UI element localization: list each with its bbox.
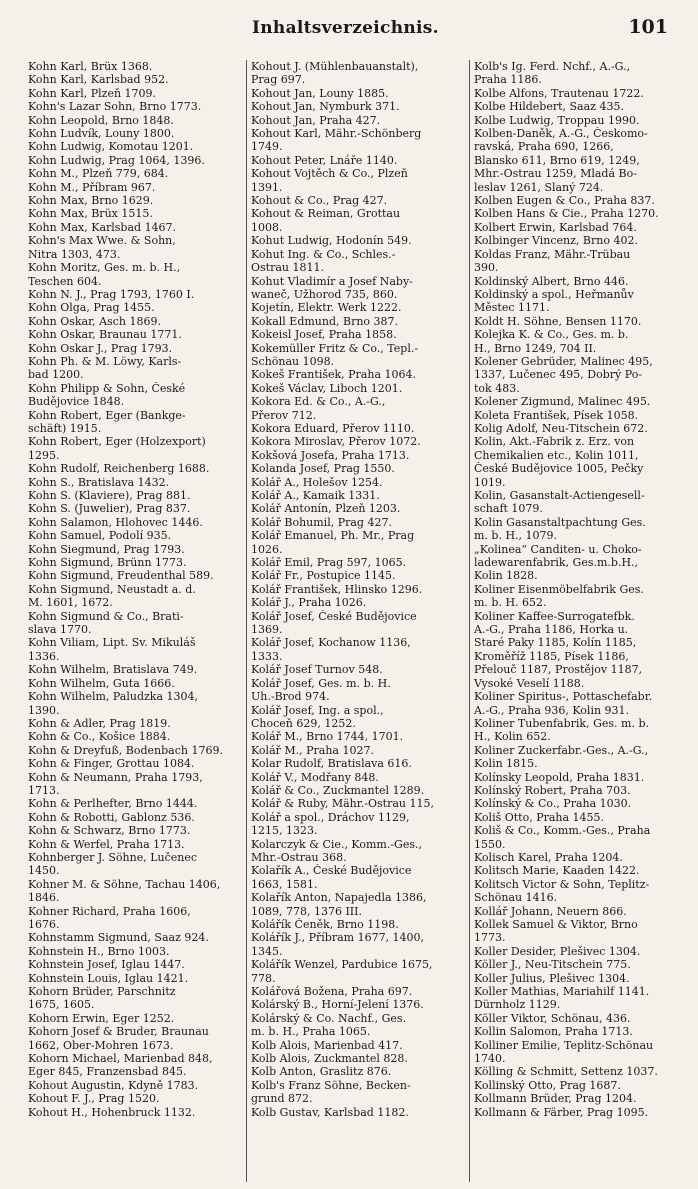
index-entry: Kolener Zigmund, Malinec 495.: [474, 395, 651, 409]
index-column-3: [469, 60, 684, 1182]
index-entry: Kokeisl Josef, Praha 1858.: [251, 328, 397, 342]
index-entry: Kolin Gasanstaltpachtung Ges.: [474, 515, 646, 529]
index-entry: Kokeš Václav, Liboch 1201.: [251, 381, 403, 395]
index-entry: Kohn Siegmund, Prag 1793.: [28, 542, 185, 556]
index-entry: Kohn Karl, Karlsbad 952.: [28, 73, 169, 87]
index-entry: Kolář Bohumil, Prag 427.: [251, 515, 392, 529]
index-entry: Koldinský Albert, Brno 446.: [474, 274, 629, 288]
index-entry: Praha 1186.: [474, 73, 542, 87]
index-entry: Kohn Wilhelm, Guta 1666.: [28, 676, 175, 690]
index-entry: Kohn M., Příbram 967.: [28, 180, 156, 194]
index-entry: Kohnberger J. Söhne, Lučenec: [28, 850, 198, 864]
index-entry: Kolínský & Co., Praha 1030.: [474, 797, 632, 811]
index-entry: 1391.: [251, 180, 283, 194]
index-entry: Teschen 604.: [28, 274, 102, 288]
index-entry: Kohn N. J., Prag 1793, 1760 I.: [28, 287, 195, 301]
index-entry: Kohn Ludwig, Komotau 1201.: [28, 140, 194, 154]
index-entry: Koldas Franz, Mähr.-Trübau: [474, 247, 631, 261]
index-entry: Kolář Josef, Kochanow 1136,: [251, 636, 411, 650]
index-entry: Kohn Olga, Prag 1455.: [28, 301, 155, 315]
index-entry: Kokall Edmund, Brno 387.: [251, 314, 399, 328]
index-entry: Choceň 629, 1252.: [251, 716, 356, 730]
index-entry: Koliner Spiritus-, Pottaschefabr.: [474, 690, 653, 704]
index-entry: Kolařík A., České Budějovice: [251, 864, 412, 878]
index-entry: H., Brno 1249, 704 II.: [474, 341, 597, 355]
index-entry: Kolář Josef, Ing. a spol.,: [251, 703, 384, 717]
index-entry: H., Kolin 652.: [474, 730, 551, 744]
index-entry: A.-G., Praha 1186, Horka u.: [474, 623, 629, 637]
index-entry: 1019.: [474, 475, 506, 489]
index-entry: Kolben Eugen & Co., Praha 837.: [474, 194, 655, 208]
index-entry: Kolínský Robert, Praha 703.: [474, 783, 631, 797]
index-entry: Kolář Josef, České Budějovice: [251, 609, 417, 623]
index-entry: Kolb Gustav, Karlsbad 1182.: [251, 1105, 409, 1119]
index-entry: Kohn Ludvík, Louny 1800.: [28, 127, 175, 141]
index-entry: Kolářík Wenzel, Pardubice 1675,: [251, 958, 433, 972]
index-entry: Koliš Otto, Praha 1455.: [474, 810, 605, 824]
index-entry: 1215, 1323.: [251, 824, 318, 838]
index-entry: A.-G., Praha 936, Kolin 931.: [474, 703, 630, 717]
index-entry: 1663, 1581.: [251, 877, 318, 891]
index-entry: Koldinský a spol., Heřmanův: [474, 287, 634, 301]
index-entry: Kolar Rudolf, Bratislava 616.: [251, 757, 412, 771]
index-entry: Kolbert Erwin, Karlsbad 764.: [474, 220, 637, 234]
index-entry: Koleta František, Písek 1058.: [474, 408, 639, 422]
index-entry: Kollmann & Färber, Prag 1095.: [474, 1105, 649, 1119]
index-entry: Kolář a spol., Dráchov 1129,: [251, 810, 410, 824]
index-entry: Kohout J. (Mühlenbauanstalt),: [251, 60, 419, 73]
index-entry: Blansko 611, Brno 619, 1249,: [474, 153, 640, 167]
index-entry: Kohn Karl, Brüx 1368.: [28, 60, 153, 73]
index-entry: Kohn Rudolf, Reichenberg 1688.: [28, 462, 210, 476]
index-entry: Kohout Peter, Lnáře 1140.: [251, 153, 398, 167]
index-entry: Schönau 1098.: [251, 354, 335, 368]
index-entry: Kohn & Co., Košice 1884.: [28, 730, 171, 744]
index-entry: Kolarczyk & Cie., Komm.-Ges.,: [251, 837, 422, 851]
index-entry: Kolařík Anton, Napajedla 1386,: [251, 891, 427, 905]
index-entry: Kohn S., Bratislava 1432.: [28, 475, 170, 489]
index-entry: Kohn Samuel, Podolí 935.: [28, 529, 172, 543]
index-entry: Kohn Ph. & M. Löwy, Karls-: [28, 354, 182, 368]
index-entry: Kokora Miroslav, Přerov 1072.: [251, 435, 421, 449]
index-entry: Kohn Sigmund, Freudenthal 589.: [28, 569, 214, 583]
index-entry: Kollek Samuel & Viktor, Brno: [474, 918, 638, 931]
index-entry: Kohn Leopold, Brno 1848.: [28, 113, 174, 127]
index-entry: 1337, Lučenec 495, Dobrý Po-: [474, 368, 643, 382]
index-entry: Kolbe Hildebert, Saaz 435.: [474, 100, 624, 114]
index-entry: grund 872.: [251, 1092, 313, 1106]
index-entry: 1369.: [251, 623, 283, 637]
index-entry: Uh.-Brod 974.: [251, 690, 330, 704]
index-entry: Kokemüller Fritz & Co., Tepl.-: [251, 341, 419, 355]
index-entry: Kohout Jan, Nymburk 371.: [251, 100, 400, 114]
index-entry: Prag 697.: [251, 73, 306, 87]
index-entry: Kohout & Reiman, Grottau: [251, 207, 401, 221]
index-entry: Kojetín, Elektr. Werk 1222.: [251, 301, 402, 315]
index-entry: Eger 845, Franzensbad 845.: [28, 1065, 187, 1079]
index-entry: Nitra 1303, 473.: [28, 247, 121, 261]
index-entry: Kohnstamm Sigmund, Saaz 924.: [28, 931, 209, 945]
index-entry: Kohn Ludwig, Prag 1064, 1396.: [28, 153, 205, 167]
index-entry: Kolínsky Leopold, Praha 1831.: [474, 770, 645, 784]
index-entry: Kohout F. J., Prag 1520.: [28, 1092, 160, 1106]
index-entry: schäft) 1915.: [28, 421, 102, 435]
index-entry: 1676.: [28, 918, 60, 931]
index-entry: Koller Desider, Plešivec 1304.: [474, 944, 641, 958]
index-entry: Mhr.-Ostrau 1259, Mladá Bo-: [474, 167, 637, 181]
index-entry: České Budějovice 1005, Pečky: [474, 462, 644, 476]
index-entry: Kolisch Karel, Praha 1204.: [474, 850, 623, 864]
index-entry: Koliš & Co., Komm.-Ges., Praha: [474, 824, 651, 838]
index-entry: Kohn Wilhelm, Paludzka 1304,: [28, 690, 199, 704]
index-entry: Kohn Karl, Plzeň 1709.: [28, 86, 157, 100]
index-entry: Kokeš František, Praha 1064.: [251, 368, 416, 382]
index-entry: Kohn Viliam, Lipt. Sv. Mikuláš: [28, 636, 196, 650]
index-entry: 1333.: [251, 649, 283, 663]
index-entry: Kolář & Co., Zuckmantel 1289.: [251, 783, 425, 797]
index-entry: Kohn & Adler, Prag 1819.: [28, 716, 171, 730]
index-entry: slava 1770.: [28, 623, 92, 637]
index-entry: 1662, Ober-Mohren 1673.: [28, 1038, 174, 1052]
index-entry: Köller Viktor, Schönau, 436.: [474, 1011, 631, 1025]
index-entry: Kolářík J., Příbram 1677, 1400,: [251, 931, 425, 945]
index-entry: M. 1601, 1672.: [28, 596, 113, 610]
index-entry: Kohout Augustin, Kdyně 1783.: [28, 1078, 199, 1092]
index-entry: ravská, Praha 690, 1266,: [474, 140, 614, 154]
index-entry: Kohn S. (Juwelier), Prag 837.: [28, 502, 191, 516]
index-entry: Kohner M. & Söhne, Tachau 1406,: [28, 877, 221, 891]
index-entry: Kolin, Gasanstalt-Actiengesell-: [474, 489, 645, 502]
index-entry: Budějovice 1848.: [28, 395, 125, 409]
index-entry: schaft 1079.: [474, 502, 543, 516]
index-entry: Kohout & Co., Prag 427.: [251, 194, 388, 208]
index-entry: Kolář František, Hlinsko 1296.: [251, 582, 423, 596]
index-entry: Kolář Emanuel, Ph. Mr., Prag: [251, 529, 415, 543]
index-entry: Městec 1171.: [474, 301, 550, 315]
index-entry: Přerov 712.: [251, 408, 317, 422]
index-entry: Kokora Eduard, Přerov 1110.: [251, 421, 415, 435]
index-entry: Kolben-Daněk, A.-G., Českomo-: [474, 127, 648, 141]
index-entry: Kolanda Josef, Prag 1550.: [251, 462, 395, 476]
index-entry: Koller Julius, Plešivec 1304.: [474, 971, 630, 985]
index-entry: Kolářík Čeněk, Brno 1198.: [251, 918, 399, 931]
index-entry: Kolář & Ruby, Mähr.-Ostrau 115,: [251, 797, 434, 811]
index-entry: 1713.: [28, 783, 60, 797]
index-entry: Kolář A., Holešov 1254.: [251, 475, 383, 489]
index-entry: Kohorn Josef & Bruder, Braunau: [28, 1025, 209, 1039]
index-entry: Kollář Johann, Neuern 866.: [474, 904, 627, 918]
index-entry: Kolář Antonín, Plzeň 1203.: [251, 502, 401, 516]
index-entry: Koliner Tubenfabrik, Ges. m. b.: [474, 716, 649, 730]
index-entry: Kolář A., Kamaik 1331.: [251, 489, 380, 502]
index-entry: Kolin, Akt.-Fabrik z. Erz. von: [474, 435, 635, 449]
index-entry: Kolben Hans & Cie., Praha 1270.: [474, 207, 659, 221]
index-entry: waneč, Užhorod 735, 860.: [251, 287, 398, 301]
index-entry: Koliner Eisenmöbelfabrik Ges.: [474, 582, 644, 596]
index-entry: Kolář Josef, Ges. m. b. H.: [251, 676, 391, 690]
index-entry: 1450.: [28, 864, 60, 878]
index-entry: Kolář Josef Turnov 548.: [251, 663, 383, 677]
page-number: 101: [628, 16, 668, 38]
index-entry: Schönau 1416.: [474, 891, 558, 905]
index-entry: Kohn Max, Karlsbad 1467.: [28, 220, 177, 234]
index-entry: Koliner Zuckerfabr.-Ges., A.-G.,: [474, 743, 649, 757]
index-entry: m. b. H., Praha 1065.: [251, 1025, 371, 1039]
index-entry: Kolb Alois, Zuckmantel 828.: [251, 1052, 408, 1066]
index-entry: Kolener Gebrüder, Malinec 495,: [474, 354, 653, 368]
index-entry: Vysoké Veselí 1188.: [474, 676, 585, 690]
index-entry: Kohut Vladimír a Josef Naby-: [251, 274, 413, 288]
index-entry: Kohn Oskar, Braunau 1771.: [28, 328, 182, 342]
index-entry: Kohn & Werfel, Praha 1713.: [28, 837, 185, 851]
index-entry: Kohn Philipp & Sohn, České: [28, 381, 186, 395]
index-entry: Kohn Moritz, Ges. m. b. H.,: [28, 261, 181, 275]
index-entry: 778.: [251, 971, 276, 985]
index-entry: Kolárský & Co. Nachf., Ges.: [251, 1011, 407, 1025]
index-entry: Kokora Ed. & Co., A.-G.,: [251, 395, 386, 409]
index-entry: Kollinský Otto, Prag 1687.: [474, 1078, 621, 1092]
index-entry: 1740.: [474, 1052, 506, 1066]
index-entry: Kohnstein H., Brno 1003.: [28, 944, 170, 958]
index-entry: Koliner Kaffee-Surrogatefbk.: [474, 609, 635, 623]
index-entry: m. b. H. 652.: [474, 596, 547, 610]
index-entry: Kohn & Finger, Grottau 1084.: [28, 757, 195, 771]
index-entry: Chemikalien etc., Kolin 1011,: [474, 448, 639, 462]
index-entry: 1345.: [251, 944, 283, 958]
index-entry: Kohn Wilhelm, Bratislava 749.: [28, 663, 198, 677]
index-entry: Kohn & Schwarz, Brno 1773.: [28, 824, 191, 838]
index-entry: Kohout Jan, Praha 427.: [251, 113, 381, 127]
index-column-2: [246, 60, 463, 1182]
index-entry: 1846.: [28, 891, 60, 905]
index-entry: Kohn Sigmund, Brünn 1773.: [28, 556, 187, 570]
index-entry: leslav 1261, Slaný 724.: [474, 180, 604, 194]
index-entry: Kolář Fr., Postupice 1145.: [251, 569, 396, 583]
index-entry: Kolb Anton, Graslitz 876.: [251, 1065, 392, 1079]
index-entry: Staré Paky 1185, Kolín 1185,: [474, 636, 637, 650]
index-entry: Ostrau 1811.: [251, 261, 324, 275]
index-entry: 1550.: [474, 837, 506, 851]
index-entry: Kölling & Schmitt, Settenz 1037.: [474, 1065, 658, 1079]
index-entry: 1390.: [28, 703, 60, 717]
index-entry: Kolbe Ludwig, Troppau 1990.: [474, 113, 640, 127]
index-entry: Kohner Richard, Praha 1606,: [28, 904, 191, 918]
index-entry: Kolb Alois, Marienbad 417.: [251, 1038, 403, 1052]
index-entry: Kolejka K. & Co., Ges. m. b.: [474, 328, 629, 342]
index-entry: Kolb's Ig. Ferd. Nchf., A.-G.,: [474, 60, 631, 73]
index-entry: Kohout H., Hohenbruck 1132.: [28, 1105, 196, 1119]
index-entry: Kohut Ing. & Co., Schles.-: [251, 247, 396, 261]
index-entry: Kolář M., Praha 1027.: [251, 743, 374, 757]
index-entry: Kohn & Perlhefter, Brno 1444.: [28, 797, 198, 811]
index-entry: Kohn Sigmund & Co., Brati-: [28, 609, 184, 623]
index-entry: tok 483.: [474, 381, 520, 395]
index-entry: Kolin 1828.: [474, 569, 538, 583]
index-entry: Kohut Ludwig, Hodonín 549.: [251, 234, 412, 248]
index-entry: Kohn Max, Brno 1629.: [28, 194, 154, 208]
index-entry: Kolář V., Modřany 848.: [251, 770, 379, 784]
index-entry: 1336.: [28, 649, 60, 663]
index-entry: Kolitsch Victor & Sohn, Teplitz-: [474, 877, 650, 891]
index-entry: 1008.: [251, 220, 283, 234]
index-entry: Kroměříž 1185, Písek 1186,: [474, 649, 629, 663]
index-entry: Kohnstein Josef, Iglau 1447.: [28, 958, 185, 972]
index-entry: Kohn Max, Brüx 1515.: [28, 207, 153, 221]
index-entry: Mhr.-Ostrau 368.: [251, 850, 347, 864]
index-entry: ladewarenfabrik, Ges.m.b.H.,: [474, 556, 639, 570]
index-entry: Kohn Sigmund, Neustadt a. d.: [28, 582, 196, 596]
index-entry: Kolliner Emilie, Teplitz-Schönau: [474, 1038, 654, 1052]
index-entry: Kolář J., Praha 1026.: [251, 596, 367, 610]
index-entry: Köller J., Neu-Titschein 775.: [474, 958, 631, 972]
index-entry: Koller Mathias, Mariahilf 1141.: [474, 985, 650, 999]
index-entry: m. b. H., 1079.: [474, 529, 558, 543]
index-entry: 1749.: [251, 140, 283, 154]
index-entry: Kohn & Neumann, Praha 1793,: [28, 770, 203, 784]
index-entry: Kohorn Brüder, Parschnitz: [28, 985, 176, 999]
index-entry: Dürnholz 1129.: [474, 998, 561, 1012]
index-entry: Kollmann Brüder, Prag 1204.: [474, 1092, 637, 1106]
index-entry: Kohorn Erwin, Eger 1252.: [28, 1011, 175, 1025]
index-column-1: [28, 60, 242, 1182]
index-entry: bad 1200.: [28, 368, 84, 382]
index-entry: 1773.: [474, 931, 506, 945]
index-entry: Kolářová Božena, Praha 697.: [251, 985, 413, 999]
index-entry: 390.: [474, 261, 499, 275]
index-entry: Kohout Karl, Mähr.-Schönberg: [251, 127, 422, 141]
index-entry: Kolin 1815.: [474, 757, 538, 771]
index-entry: Kohn Robert, Eger (Holzexport): [28, 435, 206, 449]
index-entry: Kolárský B., Horní-Jelení 1376.: [251, 998, 424, 1012]
index-entry: Kohn Robert, Eger (Bankge-: [28, 408, 186, 422]
page-header: [0, 10, 698, 44]
index-entry: Kohn S. (Klaviere), Prag 881.: [28, 489, 191, 502]
index-entry: Přelouč 1187, Prostějov 1187,: [474, 663, 643, 677]
index-entry: Kohn & Dreyfuß, Bodenbach 1769.: [28, 743, 223, 757]
page-title: Inhaltsverzeichnis.: [252, 18, 439, 38]
index-entry: Kolig Adolf, Neu-Titschein 672.: [474, 421, 648, 435]
index-entry: Kohn's Lazar Sohn, Brno 1773.: [28, 100, 202, 114]
index-entry: Kolbe Alfons, Trautenau 1722.: [474, 86, 644, 100]
index-columns: [28, 60, 678, 1182]
index-entry: Kohnstein Louis, Iglau 1421.: [28, 971, 189, 985]
index-entry: 1026.: [251, 542, 283, 556]
index-entry: 1675, 1605.: [28, 998, 95, 1012]
index-entry: Kohn Oskar, Asch 1869.: [28, 314, 161, 328]
index-entry: 1295.: [28, 448, 60, 462]
index-entry: Kohn M., Plzeň 779, 684.: [28, 167, 169, 181]
index-entry: 1089, 778, 1376 III.: [251, 904, 362, 918]
index-entry: Kollin Salomon, Praha 1713.: [474, 1025, 633, 1039]
index-entry: Kolář Emil, Prag 597, 1065.: [251, 556, 407, 570]
index-entry: Kohn's Max Wwe. & Sohn,: [28, 234, 176, 248]
index-entry: „Kolinea“ Canditen- u. Choko-: [474, 542, 642, 556]
index-entry: Koldt H. Söhne, Bensen 1170.: [474, 314, 642, 328]
index-entry: Kokšová Josefa, Praha 1713.: [251, 448, 410, 462]
index-entry: Kohn Salamon, Hlohovec 1446.: [28, 515, 203, 529]
index-entry: Kohn & Robotti, Gablonz 536.: [28, 810, 195, 824]
index-entry: Kolář M., Brno 1744, 1701.: [251, 730, 404, 744]
index-entry: Kolb's Franz Söhne, Becken-: [251, 1078, 411, 1092]
index-entry: Kohn Oskar J., Prag 1793.: [28, 341, 173, 355]
index-entry: Kohout Jan, Louny 1885.: [251, 86, 389, 100]
index-entry: Kohorn Michael, Marienbad 848,: [28, 1052, 213, 1066]
index-entry: Kohout Vojtěch & Co., Plzeň: [251, 167, 408, 181]
index-entry: Kolitsch Marie, Kaaden 1422.: [474, 864, 640, 878]
index-entry: Kolbinger Vincenz, Brno 402.: [474, 234, 638, 248]
